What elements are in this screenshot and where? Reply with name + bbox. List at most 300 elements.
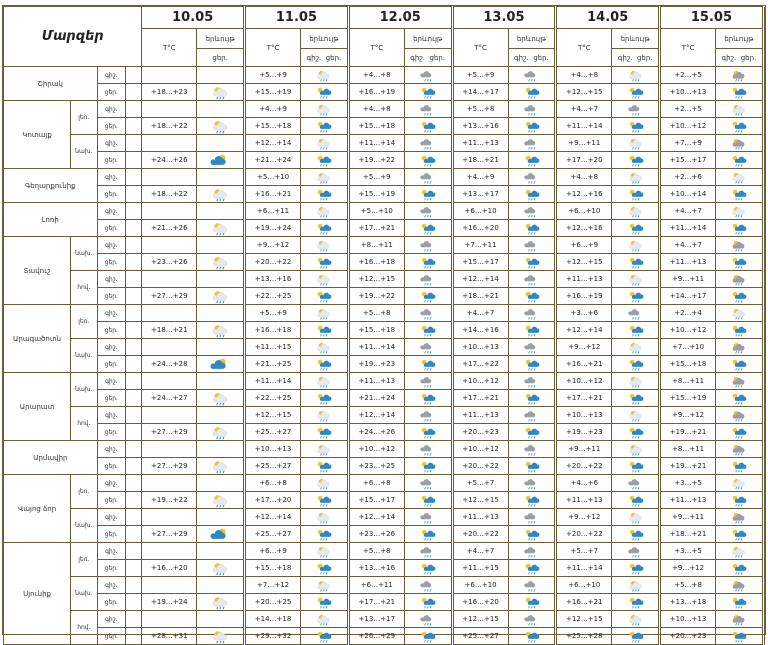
temperature-cell: +5…+9 [453, 67, 508, 84]
table-row [4, 305, 765, 322]
weather-cell [612, 526, 659, 543]
weather-cell [508, 84, 555, 101]
cloud-rain-icon [716, 137, 762, 150]
weather-cell [404, 254, 451, 271]
temperature-cell: +14…+16 [453, 322, 508, 339]
partly-sunny-rain-icon [197, 629, 243, 644]
weather-cell [716, 594, 763, 611]
partly-sunny-rain-icon [716, 307, 762, 320]
temperature-cell: +11…+13 [661, 254, 716, 271]
partly-sunny-rain-icon [301, 341, 347, 354]
weather-cell [301, 339, 348, 356]
temperature-cell: +24…+28 [142, 356, 197, 373]
weather-cell [612, 424, 659, 441]
cloud-rain-icon [716, 69, 762, 82]
temperature-cell: +12…+16 [557, 186, 612, 203]
weather-cell [716, 237, 763, 254]
sun-cloud-rain-icon [405, 426, 451, 439]
weather-cell [197, 543, 244, 560]
partly-sunny-rain-icon [716, 171, 762, 184]
weather-cell [301, 118, 348, 135]
weather-cell [612, 594, 659, 611]
weather-cell [716, 101, 763, 118]
weather-cell [508, 101, 555, 118]
sun-cloud-rain-icon [716, 528, 762, 541]
temperature-cell: +12…+14 [246, 509, 301, 526]
night-label: գիշ. [97, 135, 125, 152]
partly-sunny-rain-icon [197, 391, 243, 406]
spacer-cell [126, 611, 142, 628]
table-row [4, 611, 765, 628]
temperature-cell: +7…+11 [453, 237, 508, 254]
weather-cell [301, 526, 348, 543]
temperature-cell: +8…+11 [661, 373, 716, 390]
temperature-cell: +12…+14 [349, 407, 404, 424]
sun-cloud-rain-icon [301, 222, 347, 235]
partly-sunny-rain-icon [301, 477, 347, 490]
weather-cell [301, 169, 348, 186]
temperature-cell: +3…+5 [661, 543, 716, 560]
date-header: 13.05 [453, 7, 555, 29]
weather-cell [197, 441, 244, 458]
temperature-cell: +11…+14 [557, 560, 612, 577]
temperature-cell: +9…+12 [557, 509, 612, 526]
spacer-cell [126, 594, 142, 611]
temperature-cell: +4…+9 [246, 101, 301, 118]
temperature-cell: +17…+21 [349, 220, 404, 237]
overcast-showers-icon [405, 545, 451, 558]
temperature-cell: +13…+16 [349, 560, 404, 577]
overcast-showers-icon [612, 477, 658, 490]
weather-cell [612, 339, 659, 356]
partly-sunny-rain-icon [716, 205, 762, 218]
temperature-cell: +20…+23 [661, 628, 716, 645]
weather-cell [301, 203, 348, 220]
temperature-cell [142, 441, 197, 458]
cloud-rain-icon [716, 579, 762, 592]
temperature-cell: +15…+19 [246, 84, 301, 101]
date-header: 11.05 [246, 7, 348, 29]
temperature-cell: +5…+8 [349, 305, 404, 322]
temperature-cell: +15…+19 [349, 186, 404, 203]
spacer-cell [126, 169, 142, 186]
table-row [4, 186, 765, 203]
weather-cell [197, 492, 244, 509]
table-row [4, 356, 765, 373]
temperature-cell: +13…+17 [453, 186, 508, 203]
sun-cloud-rain-icon [716, 86, 762, 99]
weather-cell [716, 254, 763, 271]
sun-cloud-rain-icon [509, 460, 555, 473]
weather-cell [716, 373, 763, 390]
table-row [4, 288, 765, 305]
weather-cell [404, 84, 451, 101]
temperature-cell: +5…+9 [246, 305, 301, 322]
temperature-cell: +11…+13 [453, 135, 508, 152]
temperature-cell: +10…+12 [453, 441, 508, 458]
weather-cell [301, 441, 348, 458]
spacer-cell [126, 152, 142, 169]
sun-cloud-rain-icon [612, 562, 658, 575]
weather-cell [197, 220, 244, 237]
sun-cloud-rain-icon [405, 528, 451, 541]
day-label: ցեր. [97, 356, 125, 373]
spacer-cell [126, 390, 142, 407]
temperature-cell: +6…+11 [246, 203, 301, 220]
temperature-header: T°C [661, 29, 716, 67]
weather-cell [404, 67, 451, 84]
weather-cell [612, 254, 659, 271]
spacer-cell [126, 305, 142, 322]
sun-cloud-rain-icon [716, 596, 762, 609]
spacer-cell [126, 67, 142, 84]
table-row [4, 220, 765, 237]
weather-cell [716, 203, 763, 220]
weather-cell [508, 288, 555, 305]
temperature-cell [142, 475, 197, 492]
weather-cell [404, 186, 451, 203]
partly-sunny-rain-icon [612, 341, 658, 354]
night-label: գիշ. [721, 53, 737, 62]
sun-cloud-rain-icon [301, 596, 347, 609]
cloud-rain-icon [716, 511, 762, 524]
sun-cloud-rain-icon [301, 188, 347, 201]
region-name: Սյունիք [4, 543, 71, 645]
subregion-label: լեռ. [71, 475, 97, 509]
weather-cell [612, 611, 659, 628]
sun-cloud-rain-icon [612, 494, 658, 507]
weather-cell [197, 458, 244, 475]
partly-sunny-rain-icon [197, 85, 243, 100]
table-row [4, 169, 765, 186]
partly-sunny-rain-icon [301, 443, 347, 456]
temperature-cell: +18…+22 [142, 186, 197, 203]
weather-cell [612, 220, 659, 237]
weather-cell [301, 509, 348, 526]
temperature-cell: +14…+17 [453, 84, 508, 101]
temperature-cell: +15…+17 [453, 254, 508, 271]
temperature-cell: +11…+13 [453, 407, 508, 424]
cloud-rain-icon [716, 613, 762, 626]
temperature-cell: +12…+15 [453, 611, 508, 628]
weather-cell [716, 288, 763, 305]
weather-cell [301, 628, 348, 645]
table-row [4, 118, 765, 135]
temperature-cell: +5…+10 [349, 203, 404, 220]
weather-cell [197, 611, 244, 628]
overcast-showers-icon [405, 613, 451, 626]
temperature-cell [142, 577, 197, 594]
subregion-label: նախ. [71, 339, 97, 373]
weather-cell [301, 356, 348, 373]
day-label: ցեր. [97, 628, 125, 645]
sun-cloud-rain-icon [405, 188, 451, 201]
subregion-label: նախ. [71, 373, 97, 407]
temperature-cell: +2…+6 [661, 169, 716, 186]
spacer-cell [126, 441, 142, 458]
forecast-table [3, 6, 765, 645]
sun-cloud-rain-icon [301, 154, 347, 167]
sun-cloud-rain-icon [509, 358, 555, 371]
overcast-showers-icon [405, 477, 451, 490]
weather-cell [508, 169, 555, 186]
temperature-cell: +16…+20 [142, 560, 197, 577]
temperature-cell: +9…+11 [557, 441, 612, 458]
sun-cloud-rain-icon [405, 154, 451, 167]
sun-cloud-rain-icon [612, 630, 658, 643]
weather-cell [508, 441, 555, 458]
night-label: գիշ. [97, 611, 125, 628]
subregion-label: լեռ. [71, 101, 97, 135]
sun-cloud-rain-icon [509, 86, 555, 99]
weather-cell [404, 322, 451, 339]
temperature-cell: +10…+13 [661, 84, 716, 101]
temperature-cell: +5…+8 [453, 101, 508, 118]
night-label: գիշ. [97, 339, 125, 356]
temperature-cell: +19…+22 [142, 492, 197, 509]
temperature-cell: +6…+8 [349, 475, 404, 492]
temperature-cell: +12…+14 [349, 509, 404, 526]
weather-cell [508, 526, 555, 543]
weather-cell [612, 441, 659, 458]
spacer-cell [126, 526, 142, 543]
temperature-cell: +14…+17 [661, 288, 716, 305]
partly-sunny-rain-icon [301, 273, 347, 286]
temperature-cell [142, 271, 197, 288]
night-label: գիշ. [617, 53, 633, 62]
temperature-cell: +29…+32 [246, 628, 301, 645]
temperature-cell: +17…+20 [557, 152, 612, 169]
temperature-cell: +5…+10 [246, 169, 301, 186]
weather-cell [508, 203, 555, 220]
weather-cell [508, 628, 555, 645]
day-night-subheader [301, 49, 348, 67]
temperature-cell: +23…+25 [349, 458, 404, 475]
spacer-cell [126, 118, 142, 135]
temperature-cell: +11…+14 [661, 220, 716, 237]
overcast-showers-icon [405, 375, 451, 388]
weather-cell [612, 271, 659, 288]
temperature-cell: +19…+23 [557, 424, 612, 441]
temperature-cell: +18…+21 [142, 322, 197, 339]
overcast-showers-icon [509, 579, 555, 592]
temperature-cell: +6…+11 [349, 577, 404, 594]
date-header: 15.05 [661, 7, 763, 29]
weather-cell [404, 628, 451, 645]
day-night-subheader [612, 49, 659, 67]
temperature-cell: +5…+8 [661, 577, 716, 594]
spacer-cell [126, 407, 142, 424]
temperature-cell: +25…+27 [453, 628, 508, 645]
sun-cloud-rain-icon [301, 86, 347, 99]
weather-cell [197, 152, 244, 169]
day-label: ցեր. [97, 560, 125, 577]
overcast-showers-icon [405, 307, 451, 320]
partly-sunny-rain-icon [197, 119, 243, 134]
temperature-cell: +4…+6 [557, 475, 612, 492]
temperature-cell [142, 305, 197, 322]
weather-cell [197, 339, 244, 356]
weather-cell [404, 373, 451, 390]
sun-cloud-rain-icon [301, 324, 347, 337]
overcast-showers-icon [509, 205, 555, 218]
spacer-cell [126, 492, 142, 509]
sun-cloud-rain-icon [612, 392, 658, 405]
weather-cell [612, 492, 659, 509]
sun-cloud-rain-icon [405, 596, 451, 609]
weather-cell [508, 118, 555, 135]
weather-cell [508, 373, 555, 390]
weather-cell [612, 186, 659, 203]
sun-cloud-rain-icon [405, 358, 451, 371]
weather-cell [197, 101, 244, 118]
temperature-header: T°C [246, 29, 301, 67]
temperature-cell: +22…+25 [246, 288, 301, 305]
sun-behind-cloud-icon [197, 527, 243, 542]
temperature-cell: +21…+26 [142, 220, 197, 237]
overcast-showers-icon [509, 613, 555, 626]
sun-cloud-rain-icon [301, 630, 347, 643]
weather-cell [301, 424, 348, 441]
sun-cloud-rain-icon [612, 290, 658, 303]
temperature-cell: +11…+13 [557, 492, 612, 509]
temperature-cell [142, 237, 197, 254]
spacer-cell [126, 475, 142, 492]
weather-cell [612, 237, 659, 254]
partly-sunny-rain-icon [612, 171, 658, 184]
weather-cell [716, 118, 763, 135]
weather-cell [197, 475, 244, 492]
overcast-showers-icon [405, 69, 451, 82]
temperature-cell: +12…+14 [246, 135, 301, 152]
weather-cell [508, 492, 555, 509]
spacer-cell [126, 543, 142, 560]
overcast-showers-icon [509, 341, 555, 354]
spacer-cell [126, 84, 142, 101]
sun-cloud-rain-icon [301, 494, 347, 507]
overcast-showers-icon [405, 511, 451, 524]
temperature-cell: +6…+9 [557, 237, 612, 254]
weather-cell [716, 390, 763, 407]
table-row [4, 441, 765, 458]
temperature-cell [142, 203, 197, 220]
day-label: ցեր. [325, 53, 342, 62]
weather-cell [197, 254, 244, 271]
temperature-cell: +11…+14 [349, 135, 404, 152]
partly-sunny-rain-icon [301, 239, 347, 252]
sun-cloud-rain-icon [612, 86, 658, 99]
sun-cloud-rain-icon [612, 596, 658, 609]
partly-sunny-rain-icon [716, 477, 762, 490]
weather-cell [612, 509, 659, 526]
overcast-showers-icon [509, 273, 555, 286]
region-name: Արարատ [4, 373, 71, 441]
weather-cell [301, 84, 348, 101]
table-row [4, 475, 765, 492]
weather-cell [508, 560, 555, 577]
day-label: ցեր. [97, 390, 125, 407]
weather-cell [301, 305, 348, 322]
weather-cell [301, 220, 348, 237]
overcast-showers-icon [405, 103, 451, 116]
day-night-subheader: ցեր. [197, 49, 244, 67]
cloud-rain-icon [716, 443, 762, 456]
weather-cell [404, 543, 451, 560]
cloud-rain-icon [716, 273, 762, 286]
temperature-cell [142, 509, 197, 526]
sun-cloud-rain-icon [612, 120, 658, 133]
temperature-cell: +12…+15 [246, 407, 301, 424]
weather-cell [612, 169, 659, 186]
weather-cell [197, 237, 244, 254]
partly-sunny-rain-icon [301, 511, 347, 524]
partly-sunny-rain-icon [301, 171, 347, 184]
temperature-cell: +5…+9 [246, 67, 301, 84]
partly-sunny-rain-icon [301, 409, 347, 422]
temperature-cell: +27…+29 [142, 424, 197, 441]
sun-cloud-rain-icon [716, 460, 762, 473]
weather-cell [197, 509, 244, 526]
spacer-cell [126, 203, 142, 220]
weather-cell [716, 356, 763, 373]
subregion-label: լեռ. [71, 543, 97, 577]
temperature-cell: +13…+18 [661, 594, 716, 611]
temperature-cell: +4…+7 [453, 305, 508, 322]
partly-sunny-rain-icon [612, 613, 658, 626]
temperature-cell: +11…+14 [246, 373, 301, 390]
temperature-cell: +9…+11 [661, 509, 716, 526]
sun-cloud-rain-icon [509, 528, 555, 541]
sun-cloud-rain-icon [301, 562, 347, 575]
table-row [4, 424, 765, 441]
weather-cell [404, 135, 451, 152]
overcast-showers-icon [509, 171, 555, 184]
day-label: ցեր. [97, 288, 125, 305]
partly-sunny-rain-icon [301, 69, 347, 82]
weather-cell [612, 577, 659, 594]
temperature-cell: +16…+19 [349, 84, 404, 101]
subregion-label: հով. [71, 407, 97, 441]
temperature-cell: +13…+17 [349, 611, 404, 628]
weather-cell [716, 628, 763, 645]
table-row [4, 390, 765, 407]
temperature-cell: +19…+21 [661, 458, 716, 475]
night-label: գիշ. [97, 407, 125, 424]
weather-cell [508, 220, 555, 237]
weather-cell [612, 305, 659, 322]
weather-cell [404, 492, 451, 509]
temperature-cell: +6…+8 [246, 475, 301, 492]
temperature-cell: +16…+18 [349, 254, 404, 271]
temperature-cell [142, 135, 197, 152]
temperature-cell: +4…+7 [453, 543, 508, 560]
weather-cell [404, 509, 451, 526]
weather-cell [197, 203, 244, 220]
weather-cell [404, 271, 451, 288]
weather-cell [612, 203, 659, 220]
weather-cell [404, 101, 451, 118]
temperature-cell: +11…+14 [349, 339, 404, 356]
temperature-cell: +9…+12 [661, 407, 716, 424]
weather-cell [404, 560, 451, 577]
day-label: ցեր. [740, 53, 757, 62]
sun-cloud-rain-icon [301, 290, 347, 303]
day-night-subheader [716, 49, 763, 67]
temperature-cell: +4…+9 [453, 169, 508, 186]
temperature-cell: +13…+16 [246, 271, 301, 288]
weather-cell [716, 67, 763, 84]
partly-sunny-rain-icon [612, 579, 658, 592]
